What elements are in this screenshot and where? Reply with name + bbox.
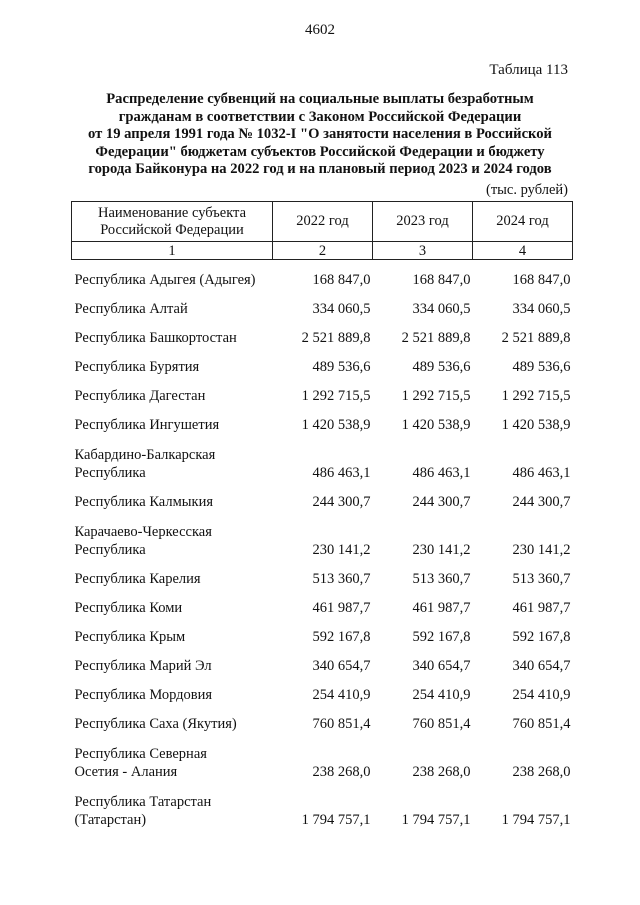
table-label: Таблица 113 <box>489 62 568 78</box>
table-row <box>72 617 573 646</box>
subject-name <box>72 289 273 318</box>
table-row <box>72 405 573 434</box>
value-2023: 1 420 538,9 <box>401 417 471 433</box>
subject-name <box>72 733 273 781</box>
value-2024: 592 167,8 <box>512 629 571 645</box>
value-2023: 238 268,0 <box>412 764 471 780</box>
header-2023: 2023 год <box>373 202 473 242</box>
subject-name-line: Республика Саха (Якутия) <box>74 716 237 732</box>
column-number-row <box>72 242 573 260</box>
value-2022: 513 360,7 <box>312 571 371 587</box>
subject-name-line: Республика Ингушетия <box>74 417 220 433</box>
value-2023: 489 536,6 <box>412 359 471 375</box>
value-2022: 340 654,7 <box>312 658 371 674</box>
units-label: (тыс. рублей) <box>486 182 568 198</box>
value-2023: 230 141,2 <box>412 542 471 558</box>
subject-name <box>72 434 273 482</box>
table-row <box>72 376 573 405</box>
subject-name <box>72 646 273 675</box>
column-number: 3 <box>373 242 473 260</box>
value-2024: 2 521 889,8 <box>501 330 571 346</box>
subject-name <box>72 588 273 617</box>
title-line: гражданам в соответствии с Законом Российской Федерации <box>118 108 522 125</box>
value-2024: 486 463,1 <box>512 465 571 481</box>
value-2022: 486 463,1 <box>312 465 371 481</box>
subject-name-line: Кабардино-Балкарская <box>74 447 216 463</box>
value-2024: 760 851,4 <box>512 716 571 732</box>
subject-name <box>72 675 273 704</box>
subject-name <box>72 617 273 646</box>
value-2024: 334 060,5 <box>512 301 571 317</box>
value-2024: 1 420 538,9 <box>501 417 571 433</box>
value-2023: 254 410,9 <box>412 687 471 703</box>
table-row <box>72 482 573 511</box>
table-row <box>72 260 573 290</box>
subject-name-line: Республика Карелия <box>74 571 201 587</box>
subject-name <box>72 405 273 434</box>
value-2023: 334 060,5 <box>412 301 471 317</box>
subject-name-line: Республика Мордовия <box>74 687 213 703</box>
header-subject-name: Наименование субъекта Российской Федерации <box>72 202 273 242</box>
value-2023: 1 794 757,1 <box>401 812 471 828</box>
subject-name-line: Республика Марий Эл <box>74 658 212 674</box>
value-2022: 760 851,4 <box>312 716 371 732</box>
table-row <box>72 588 573 617</box>
subject-name <box>72 704 273 733</box>
value-2023: 760 851,4 <box>412 716 471 732</box>
value-2024: 244 300,7 <box>512 494 571 510</box>
subject-name-line: Республика Башкортостан <box>74 330 237 346</box>
subject-name-line: Карачаево-Черкесская <box>74 524 212 540</box>
subject-name-line: Осетия - Алания <box>74 764 178 780</box>
subject-name <box>72 347 273 376</box>
table-row <box>72 781 573 829</box>
value-2022: 238 268,0 <box>312 764 371 780</box>
subventions-table <box>71 201 573 829</box>
value-2024: 1 292 715,5 <box>501 388 571 404</box>
subject-name <box>72 511 273 559</box>
value-2024: 461 987,7 <box>512 600 571 616</box>
header-2022: 2022 год <box>273 202 373 242</box>
value-2024: 238 268,0 <box>512 764 571 780</box>
table-row <box>72 646 573 675</box>
value-2023: 513 360,7 <box>412 571 471 587</box>
value-2023: 244 300,7 <box>412 494 471 510</box>
title-line: Распределение субвенций на социальные выплаты безработным <box>106 91 534 107</box>
value-2022: 1 420 538,9 <box>301 417 371 433</box>
subject-name-line: Республика Крым <box>74 629 186 645</box>
subject-name-line: (Татарстан) <box>74 812 147 828</box>
table-row <box>72 704 573 733</box>
page-number: 4602 <box>305 22 335 38</box>
value-2023: 2 521 889,8 <box>401 330 471 346</box>
value-2023: 168 847,0 <box>412 272 471 288</box>
subject-name-line: Республика Северная <box>74 746 207 762</box>
value-2023: 486 463,1 <box>412 465 471 481</box>
table-body <box>72 260 573 830</box>
subject-name <box>72 559 273 588</box>
subject-name-line: Республика Калмыкия <box>74 494 213 510</box>
subject-name <box>72 318 273 347</box>
value-2024: 1 794 757,1 <box>501 812 571 828</box>
table-row <box>72 434 573 482</box>
column-number: 1 <box>72 242 273 260</box>
value-2022: 461 987,7 <box>312 600 371 616</box>
value-2022: 334 060,5 <box>312 301 371 317</box>
subject-name <box>72 482 273 511</box>
table-row <box>72 559 573 588</box>
value-2024: 254 410,9 <box>512 687 571 703</box>
subject-name-line: Республика <box>74 542 146 558</box>
title-line: города Байконура на 2022 год и на плановый период 2023 и 2024 годов <box>88 161 552 177</box>
value-2023: 340 654,7 <box>412 658 471 674</box>
subject-name-line: Республика Алтай <box>74 301 188 317</box>
value-2024: 230 141,2 <box>512 542 571 558</box>
header-2024: 2024 год <box>473 202 573 242</box>
column-number: 2 <box>273 242 373 260</box>
value-2023: 592 167,8 <box>412 629 471 645</box>
table-row <box>72 733 573 781</box>
value-2023: 461 987,7 <box>412 600 471 616</box>
subject-name-line: Республика Бурятия <box>74 359 200 375</box>
subject-name-line: Республика Дагестан <box>74 388 206 404</box>
column-number: 4 <box>473 242 573 260</box>
value-2022: 592 167,8 <box>312 629 371 645</box>
value-2024: 489 536,6 <box>512 359 571 375</box>
title-line: от 19 апреля 1991 года № 1032-I "О занятости населения в Российской <box>88 126 552 142</box>
subject-name-line: Республика Коми <box>74 600 183 616</box>
value-2024: 340 654,7 <box>512 658 571 674</box>
subject-name-line: Республика Татарстан <box>74 794 212 810</box>
table-row <box>72 511 573 559</box>
table-header-row <box>72 202 573 242</box>
value-2022: 1 292 715,5 <box>301 388 371 404</box>
table-row <box>72 347 573 376</box>
value-2022: 168 847,0 <box>312 272 371 288</box>
table-row <box>72 675 573 704</box>
value-2022: 244 300,7 <box>312 494 371 510</box>
subject-name <box>72 376 273 405</box>
value-2024: 513 360,7 <box>512 571 571 587</box>
table-row <box>72 289 573 318</box>
subject-name-line: Республика <box>74 465 146 481</box>
subject-name <box>72 260 273 290</box>
value-2024: 168 847,0 <box>512 272 571 288</box>
value-2022: 230 141,2 <box>312 542 371 558</box>
subject-name-line: Республика Адыгея (Адыгея) <box>74 272 256 288</box>
value-2022: 1 794 757,1 <box>301 812 371 828</box>
title-line: Федерации" бюджетам субъектов Российской Федерации и бюджету <box>95 143 545 160</box>
value-2022: 489 536,6 <box>312 359 371 375</box>
value-2022: 2 521 889,8 <box>301 330 371 346</box>
value-2023: 1 292 715,5 <box>401 388 471 404</box>
value-2022: 254 410,9 <box>312 687 371 703</box>
table-row <box>72 318 573 347</box>
document-title <box>70 91 570 179</box>
subject-name <box>72 781 273 829</box>
